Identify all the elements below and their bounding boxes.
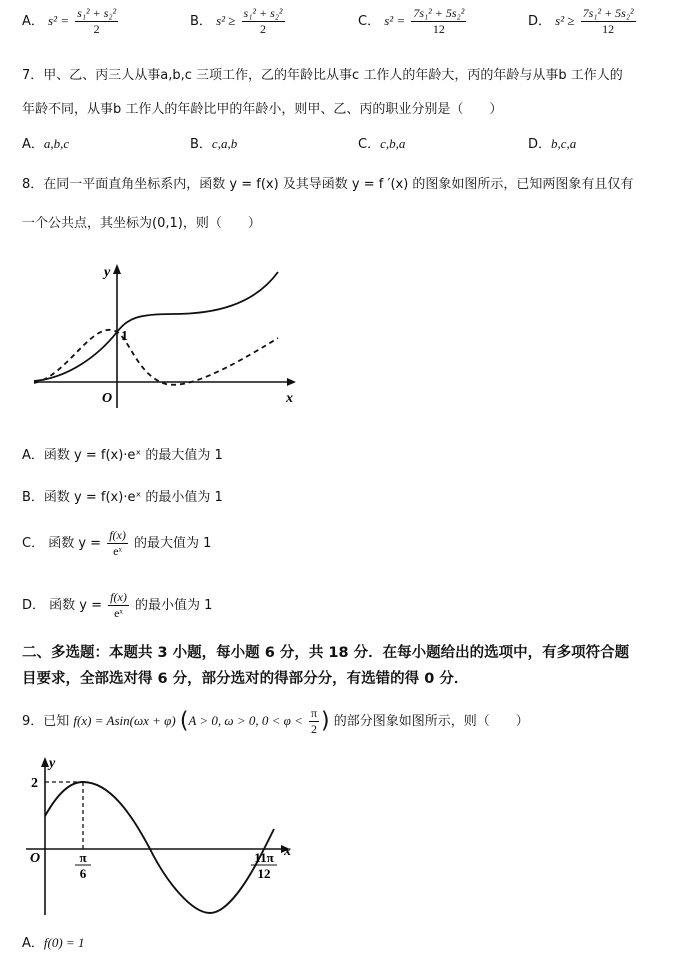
option-prefix: 函数 y = <box>49 598 103 613</box>
fraction-denominator: 12 <box>602 22 615 36</box>
y-axis-arrow <box>41 757 49 767</box>
f-curve-solid <box>34 272 278 381</box>
q8-option-d <box>22 590 212 621</box>
option-lhs: s² ≥ <box>555 13 575 28</box>
option-text: b,c,a <box>551 136 577 151</box>
q7-option-d <box>528 133 576 152</box>
option-lhs: s² ≥ <box>216 13 236 28</box>
x-tick-11pi-12-num: 11π <box>254 850 274 865</box>
option-letter: D． <box>22 598 46 613</box>
x-axis-arrow <box>287 378 296 386</box>
q9-condition: A > 0, ω > 0, 0 < φ < <box>188 713 303 728</box>
q7-option-c <box>358 133 405 152</box>
x-axis-label: x <box>284 844 291 859</box>
q8-option-c <box>22 528 211 559</box>
option-suffix: 的最小值为 1 <box>134 598 213 613</box>
q7-option-b <box>190 133 237 152</box>
option-letter: B． <box>190 137 212 152</box>
option-lhs: s² = <box>48 13 70 28</box>
x-tick-pi-6-num: π <box>79 850 87 865</box>
y-axis-arrow <box>113 264 121 274</box>
right-paren: ) <box>321 708 330 734</box>
option-text: 函数 y = f(x)·eˣ 的最小值为 1 <box>43 490 223 505</box>
option-fraction <box>581 6 636 37</box>
origin-label: O <box>102 391 113 406</box>
fraction-denominator: 2 <box>93 22 100 36</box>
intersection-label: 1 <box>121 329 128 344</box>
option-text: c,b,a <box>380 136 406 151</box>
option-fraction <box>242 6 285 37</box>
q7-option-a <box>22 133 69 152</box>
sine-curve <box>45 782 274 913</box>
option-letter: A． <box>22 936 44 951</box>
section-2-line-1: 二、多选题：本题共 3 小题，每小题 6 分，共 18 分．在每小题给出的选项中，有多项符合题 <box>22 645 630 661</box>
fraction-numerator: s₁² + s₂² <box>243 6 283 20</box>
option-lhs: s² = <box>384 13 406 28</box>
fraction-numerator: π <box>310 706 318 720</box>
fraction-numerator: s₁² + s₂² <box>77 6 117 20</box>
option-fraction <box>411 6 466 37</box>
f-derivative-curve-dashed <box>34 330 278 385</box>
q8-option-b <box>22 486 223 505</box>
fraction-denominator: 12 <box>432 22 445 36</box>
x-tick-11pi-12-den: 12 <box>257 866 271 881</box>
x-tick-pi-6-den: 6 <box>79 866 87 881</box>
q9-function: f(x) = Asin(ωx + φ) <box>73 713 176 728</box>
y-tick-2: 2 <box>31 776 38 791</box>
q7-line-1: 7．甲、乙、丙三人从事a,b,c 三项工作，乙的年龄比从事c 工作人的年龄大，丙的年龄与从事b 工作人的 <box>22 68 623 83</box>
option-prefix: 函数 y = <box>48 536 102 551</box>
fraction-denominator: 2 <box>311 722 318 736</box>
q9-sine-graph <box>22 755 312 925</box>
option-letter: D． <box>528 14 552 29</box>
fraction-denominator: 2 <box>260 22 267 36</box>
y-axis-label: y <box>49 756 56 771</box>
section-2-line-2: 目要求，全部选对得 6 分，部分选对的得部分分，有选错的得 0 分． <box>22 671 469 687</box>
option-letter: C． <box>358 14 381 29</box>
option-text: c,a,b <box>211 136 238 151</box>
option-letter: A． <box>22 448 44 463</box>
option-letter: B． <box>190 14 212 29</box>
option-letter: C． <box>22 536 45 551</box>
option-text: a,b,c <box>43 136 70 151</box>
q9-option-a <box>22 932 84 951</box>
option-fraction <box>107 528 128 559</box>
q8-option-a <box>22 444 223 463</box>
q9-prefix: 9．已知 <box>22 714 70 729</box>
y-axis-label: y <box>104 265 111 280</box>
option-fraction <box>108 590 129 621</box>
x-axis-label: x <box>286 391 293 406</box>
q9-suffix: 的部分图象如图所示，则（ ） <box>333 714 529 729</box>
q6-option-c <box>358 6 468 37</box>
option-text: 函数 y = f(x)·eˣ 的最大值为 1 <box>43 448 223 463</box>
q6-option-a <box>22 6 120 37</box>
q6-option-d <box>528 6 638 37</box>
fraction-numerator: f(x) <box>110 590 127 604</box>
fraction-denominator: eˣ <box>113 544 122 558</box>
q8-line-1: 8．在同一平面直角坐标系内，函数 y = f(x) 及其导函数 y = f ′(x) 的图象如图所示，已知两图象有且仅有 <box>22 177 634 192</box>
option-letter: A． <box>22 14 44 29</box>
fraction-numerator: 7s₁² + 5s₂² <box>582 6 634 20</box>
option-suffix: 的最大值为 1 <box>134 536 212 551</box>
option-fraction <box>75 6 118 37</box>
fraction-numerator: 7s₁² + 5s₂² <box>413 6 465 20</box>
fraction-numerator: f(x) <box>109 528 126 542</box>
q9-stem <box>22 706 529 737</box>
origin-label: O <box>30 851 41 866</box>
q9-condition-fraction <box>309 706 319 737</box>
q8-function-graph <box>28 256 308 412</box>
fraction-denominator: eˣ <box>114 606 123 620</box>
q6-option-b <box>190 6 287 37</box>
option-letter: A． <box>22 137 44 152</box>
left-paren: ( <box>179 708 189 734</box>
q8-line-2: 一个公共点，其坐标为(0,1)，则（ ） <box>22 216 261 231</box>
option-letter: D． <box>528 137 552 152</box>
q7-line-2: 年龄不同，从事b 工作人的年龄比甲的年龄小，则甲、乙、丙的职业分别是（ ） <box>22 102 503 117</box>
option-letter: C． <box>358 137 381 152</box>
option-text: f(0) = 1 <box>43 935 85 950</box>
option-letter: B． <box>22 490 44 505</box>
